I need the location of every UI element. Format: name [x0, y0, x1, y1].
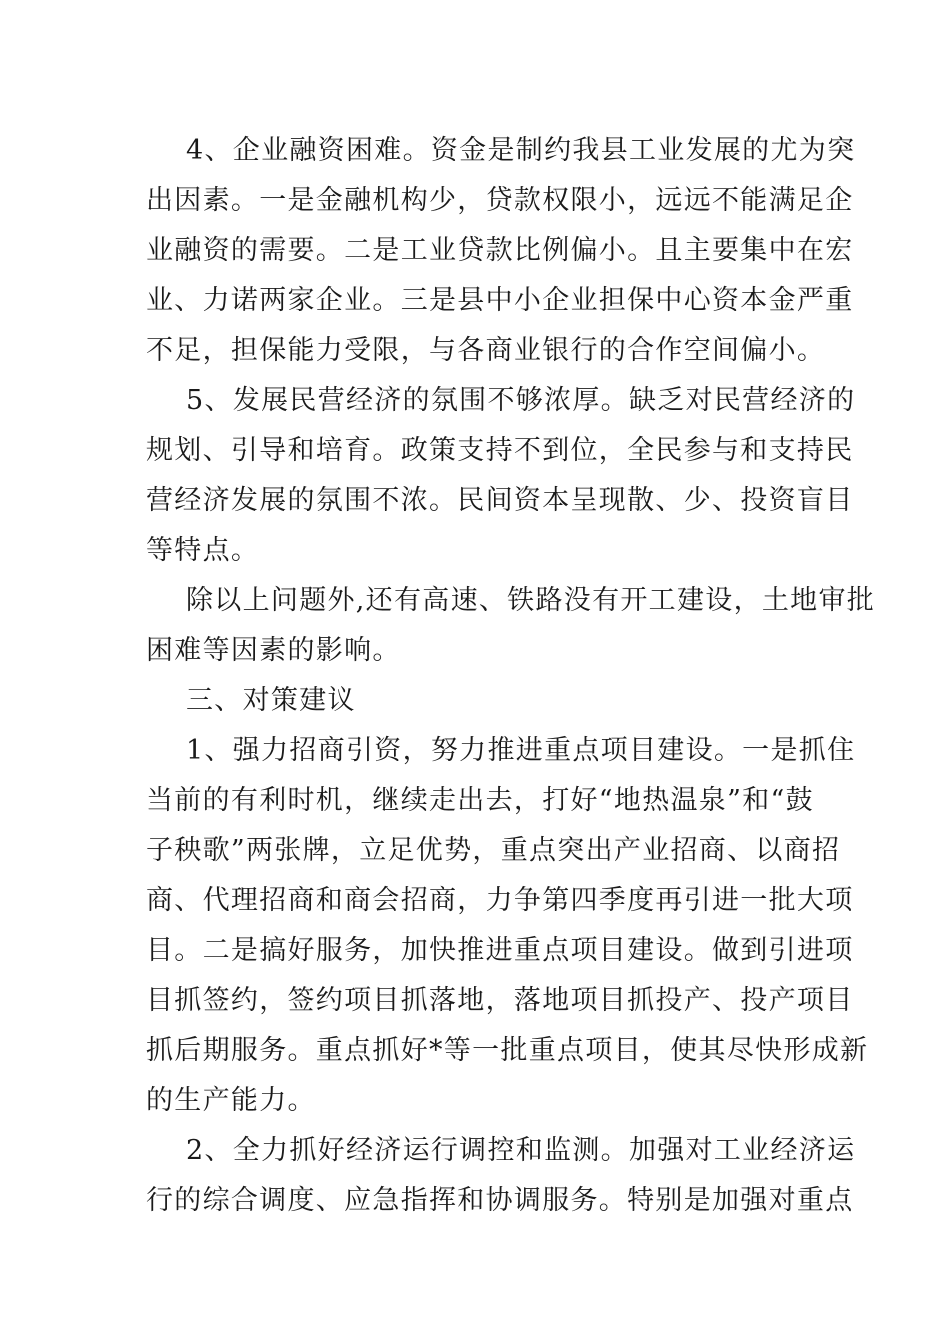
paragraph-5-line-2: 规划、引导和培育。政策支持不到位，全民参与和支持民 — [146, 435, 854, 466]
paragraph-other-line-1: 除以上问题外,还有高速、铁路没有开工建设，土地审批 — [186, 585, 876, 616]
measure-1-line-7: 抓后期服务。重点抓好*等一批重点项目，使其尽快形成新 — [146, 1035, 869, 1066]
section-heading: 三、对策建议 — [186, 685, 356, 716]
measure-1-line-3: 子秧歌”两张牌，立足优势，重点突出产业招商、以商招 — [146, 835, 841, 866]
measure-1-line-1: 1、强力招商引资，努力推进重点项目建设。一是抓住 — [186, 735, 856, 766]
paragraph-4-line-3: 业融资的需要。二是工业贷款比例偏小。且主要集中在宏 — [146, 235, 854, 266]
measure-1-line-6: 目抓签约，签约项目抓落地，落地项目抓投产、投产项目 — [146, 985, 854, 1016]
measure-2-line-1: 2、全力抓好经济运行调控和监测。加强对工业经济运 — [186, 1135, 856, 1166]
measure-1-line-5: 目。二是搞好服务，加快推进重点项目建设。做到引进项 — [146, 935, 854, 966]
paragraph-4-line-1: 4、企业融资困难。资金是制约我县工业发展的尤为突 — [186, 135, 856, 166]
paragraph-5-line-4: 等特点。 — [146, 535, 260, 566]
paragraph-4-line-4: 业、力诺两家企业。三是县中小企业担保中心资本金严重 — [146, 285, 854, 316]
paragraph-5-line-1: 5、发展民营经济的氛围不够浓厚。缺乏对民营经济的 — [186, 385, 856, 416]
paragraph-5-line-3: 营经济发展的氛围不浓。民间资本呈现散、少、投资盲目 — [146, 485, 854, 516]
measure-1-line-2: 当前的有利时机，继续走出去，打好“地热温泉”和“鼓 — [146, 785, 814, 816]
paragraph-4-line-2: 出因素。一是金融机构少，贷款权限小，远远不能满足企 — [146, 185, 854, 216]
paragraph-other-line-2: 困难等因素的影响。 — [146, 635, 401, 666]
measure-1-line-4: 商、代理招商和商会招商，力争第四季度再引进一批大项 — [146, 885, 854, 916]
measure-1-line-8: 的生产能力。 — [146, 1085, 316, 1116]
measure-2-line-2: 行的综合调度、应急指挥和协调服务。特别是加强对重点 — [146, 1185, 854, 1216]
paragraph-4-line-5: 不足，担保能力受限，与各商业银行的合作空间偏小。 — [146, 335, 826, 366]
